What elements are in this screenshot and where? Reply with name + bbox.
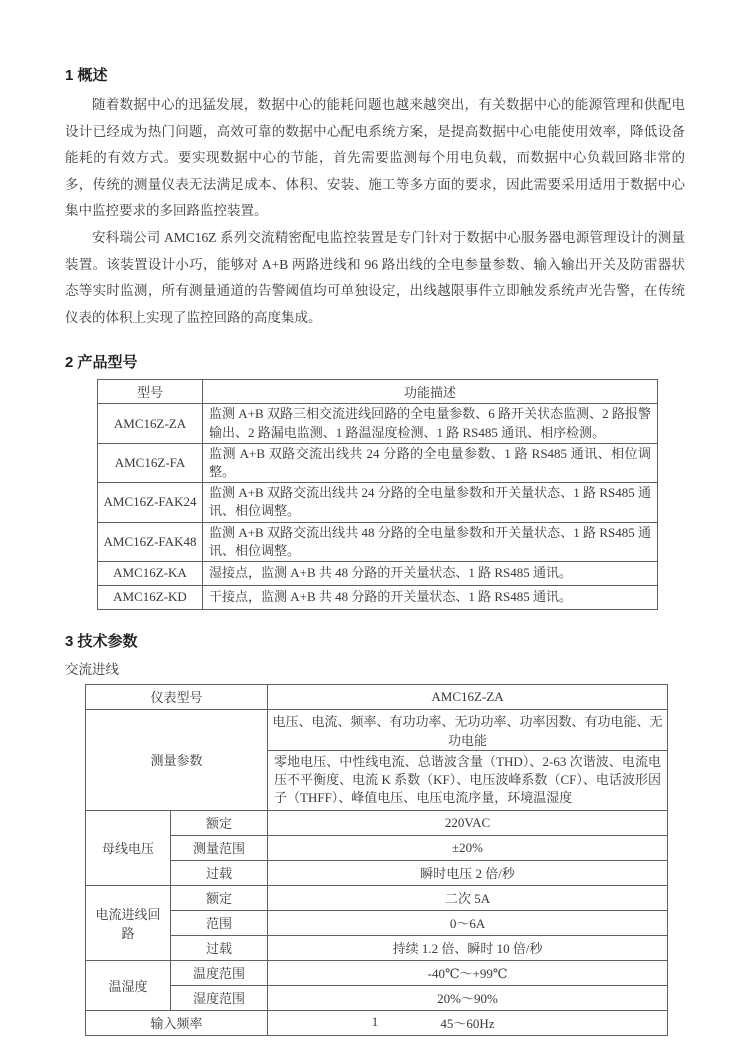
model-cell: AMC16Z-KD [98,585,203,609]
spec-label-cell: 温度范围 [171,960,268,985]
table-row [98,404,658,443]
spec-value-cell: -40℃～+99℃ [268,960,668,985]
spec-value-cell: ±20% [268,835,668,860]
input-frequency-label-cell: 输入频率 [86,1010,268,1035]
meter-model-label-cell: 仪表型号 [86,684,268,709]
table-row [86,985,668,1010]
table-header-row [98,380,658,404]
spec-label-cell: 额定 [171,810,268,835]
table-row [86,810,668,835]
table-row [98,443,658,482]
table-row [86,684,668,709]
technical-specs-table [85,684,668,1036]
table-row [86,960,668,985]
section-heading-overview: 1 概述 [65,67,108,84]
input-frequency-value-cell: 45～60Hz [268,1010,668,1035]
table-row [86,860,668,885]
description-cell: 监测 A+B 双路交流出线共 24 分路的全电量参数和开关量状态、1 路 RS485 通讯、相位调整。 [203,483,658,522]
meter-model-value-cell: AMC16Z-ZA [268,684,668,709]
group-label-temp-humidity: 温湿度 [86,960,171,1010]
table-row [86,910,668,935]
model-cell: AMC16Z-FAK48 [98,522,203,561]
table-row [86,885,668,910]
column-header-description: 功能描述 [203,380,658,404]
table-row [86,935,668,960]
description-cell: 湿接点，监测 A+B 共 48 分路的开关量状态、1 路 RS485 通讯。 [203,561,658,585]
product-models-table [97,379,658,610]
model-cell: AMC16Z-KA [98,561,203,585]
overview-paragraph-1: 随着数据中心的迅猛发展，数据中心的能耗问题也越来越突出，有关数据中心的能源管理和供配电设计已经成为热门问题，高效可靠的数据中心配电系统方案，是提高数据中心电能使用效率，降低设备能耗的有效方式。要实现数据中心的节能，首先需要监测每个用电负载，而数据中心负载回路非常的多，传统的测量仪表无法满足成本、体积、安装、施工等多方面的要求，因此需要采用适用于数据中心集中监控要求的多回路监控装置。 [65,97,685,219]
spec-value-cell: 20%～90% [268,985,668,1010]
page-number: 1 [371,1014,379,1029]
table-row [98,522,658,561]
model-cell: AMC16Z-FAK24 [98,483,203,522]
section-heading-models: 2 产品型号 [65,354,138,372]
section-heading-specs: 3 技术参数 [65,632,138,650]
column-header-model: 型号 [98,380,203,404]
description-cell: 监测 A+B 双路三相交流进线回路的全电量参数、6 路开关状态监测、2 路报警输出、2 路漏电监测、1 路温湿度检测、1 路 RS485 通讯、相序检测。 [203,404,658,443]
spec-label-cell: 测量范围 [171,835,268,860]
model-cell: AMC16Z-ZA [98,404,203,443]
measure-params-extended-cell: 零地电压、中性线电流、总谐波含量（THD）、2-63 次谐波、电流电压不平衡度、电流 K 系数（KF）、电压波峰系数（CF）、电话波形因子（THFF）、峰值电压、电压电流序量，环境温湿度 [268,750,668,810]
spec-value-cell: 220VAC [268,810,668,835]
table-row [98,483,658,522]
spec-label-cell: 过载 [171,935,268,960]
specs-subheading-ac-incoming: 交流进线 [65,661,119,677]
description-cell: 干接点，监测 A+B 共 48 分路的开关量状态、1 路 RS485 通讯。 [203,585,658,609]
model-cell: AMC16Z-FA [98,443,203,482]
spec-value-cell: 二次 5A [268,885,668,910]
description-cell: 监测 A+B 双路交流出线共 24 分路的全电量参数、1 路 RS485 通讯、相位调整。 [203,443,658,482]
group-label-bus-voltage: 母线电压 [86,810,171,885]
measure-params-label-cell: 测量参数 [86,709,268,810]
table-row [86,709,668,750]
spec-value-cell: 0～6A [268,910,668,935]
table-row [86,835,668,860]
table-row [98,585,658,609]
spec-value-cell: 持续 1.2 倍、瞬时 10 倍/秒 [268,935,668,960]
spec-label-cell: 范围 [171,910,268,935]
spec-label-cell: 湿度范围 [171,985,268,1010]
group-label-current-incoming: 电流进线回路 [86,885,171,960]
spec-value-cell: 瞬时电压 2 倍/秒 [268,860,668,885]
description-cell: 监测 A+B 双路交流出线共 48 分路的全电量参数和开关量状态、1 路 RS485 通讯、相位调整。 [203,522,658,561]
overview-paragraph-2: 安科瑞公司 AMC16Z 系列交流精密配电监控装置是专门针对于数据中心服务器电源管理设计的测量装置。该装置设计小巧，能够对 A+B 两路进线和 96 路出线的全电参量参数、输入输出开关及防雷器状态等实时监测，所有测量通道的告警阈值均可单独设定，出线越限事件立即触发系统声光告警，在传统仪表的体积上实现了监控回路的高度集成。 [65,229,685,325]
table-row [98,561,658,585]
spec-label-cell: 过载 [171,860,268,885]
spec-label-cell: 额定 [171,885,268,910]
measure-params-basic-cell: 电压、电流、频率、有功功率、无功功率、功率因数、有功电能、无功电能 [268,709,668,750]
